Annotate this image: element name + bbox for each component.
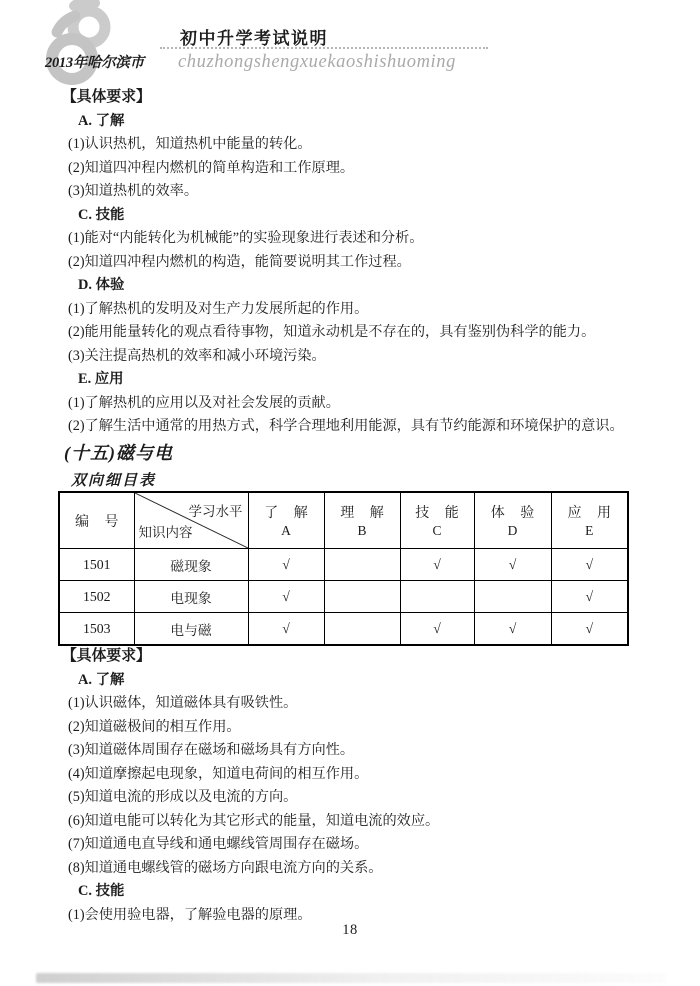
requirement-item: (7)知道通电直导线和通电螺线管周围存在磁场。 [68,836,369,852]
check-cell [400,581,474,613]
corner-label-knowledge-content: 知识内容 [138,525,193,540]
level-name: 应 用 [567,506,611,521]
requirements-block-1 [0,86,700,439]
check-cell [324,613,400,646]
requirement-item: (3)知道热机的效率。 [68,183,199,199]
specification-matrix-table [58,491,629,646]
requirement-item: (5)知道电流的形成以及电流的方向。 [68,789,298,805]
table-row [59,581,628,613]
requirements-block-2 [0,645,700,927]
requirement-item: (1)能对“内能转化为机械能”的实验现象进行表述和分析。 [68,230,424,246]
check-cell: √ [551,549,628,581]
booklet-title: 初中升学考试说明 [180,29,328,48]
level-code: C [432,523,442,538]
level-name: 了 解 [264,506,308,521]
matrix-table-label: 双向细目表 [71,473,157,489]
check-cell: √ [474,613,551,646]
booklet-title-pinyin: chuzhongshengxuekaoshishuoming [178,52,456,72]
level-name: 体 验 [490,506,535,521]
check-cell: √ [400,549,474,581]
requirement-item: (1)认识热机，知道热机中能量的转化。 [68,136,312,152]
level-code: E [585,523,594,538]
edition-year-city: 2013年哈尔滨市 [45,55,144,71]
check-cell [474,581,551,613]
check-cell: √ [474,549,551,581]
requirement-item: (3)知道磁体周围存在磁场和磁场具有方向性。 [68,742,355,758]
col-header-id-label: 编 号 [75,514,119,530]
requirement-item: (3)关注提高热机的效率和减小环境污染。 [68,347,326,364]
row-topic: 电现象 [134,581,248,613]
col-header-level-a [248,492,324,549]
col-header-level-d [474,492,551,549]
requirement-item: (2)知道四冲程内燃机的简单构造和工作原理。 [68,159,355,176]
requirement-item: (8)知道通电螺线管的磁场方向跟电流方向的关系。 [68,859,383,876]
level-subhead: A. 了解 [78,671,125,688]
level-subhead: A. 了解 [78,112,125,129]
check-cell [324,581,400,613]
level-subhead: C. 技能 [78,206,125,223]
level-code: B [357,523,367,538]
page-header [0,0,700,96]
level-name: 理 解 [340,506,384,521]
check-cell: √ [551,613,628,646]
col-header-level-c [400,492,474,549]
col-header-level-e [551,492,628,549]
row-id: 1502 [59,581,134,613]
requirement-item: (2)能用能量转化的观点看待事物，知道永动机是不存在的，具有鉴别伪科学的能力。 [68,324,596,340]
row-topic: 电与磁 [134,613,248,646]
requirement-item: (2)知道四冲程内燃机的构造，能简要说明其工作过程。 [68,253,411,270]
table-row [59,549,628,581]
level-code: D [507,523,518,538]
table-header-row [59,492,628,549]
corner-diagonal-cell [134,492,248,549]
level-code: A [281,523,291,538]
level-subhead: D. 体验 [78,277,125,293]
level-name: 技 能 [415,506,459,521]
header-dotted-divider [160,47,488,49]
corner-label-learning-level: 学习水平 [188,504,243,519]
requirement-item: (2)知道磁极间的相互作用。 [68,718,241,735]
requirement-item: (1)了解热机的发明及对生产力发展所起的作用。 [68,300,369,317]
requirement-item: (1)认识磁体，知道磁体具有吸铁性。 [68,695,298,711]
check-cell: √ [248,581,324,613]
requirement-item: (1)会使用验电器，了解验电器的原理。 [68,906,312,923]
col-header-id [59,492,134,549]
check-cell: √ [248,549,324,581]
table-row [59,613,628,646]
check-cell [324,549,400,581]
level-subhead: E. 应用 [78,371,124,387]
requirements-heading: 【具体要求】 [62,89,151,105]
row-id: 1501 [59,549,134,581]
requirement-item: (2)了解生活中通常的用热方式，科学合理地利用能源，具有节约能源和环境保护的意识。 [68,418,624,434]
requirement-item: (6)知道电能可以转化为其它形式的能量，知道电流的效应。 [68,812,440,829]
requirements-heading: 【具体要求】 [62,648,151,664]
check-cell: √ [551,581,628,613]
check-cell: √ [248,613,324,646]
row-topic: 磁现象 [134,549,248,581]
requirement-item: (4)知道摩擦起电现象，知道电荷间的相互作用。 [68,765,369,782]
requirement-item: (1)了解热机的应用以及对社会发展的贡献。 [68,394,340,411]
col-header-level-b [324,492,400,549]
chapter-title: (十五)磁与电 [64,443,173,463]
page-bottom-shadow [36,973,666,983]
check-cell: √ [400,613,474,646]
row-id: 1503 [59,613,134,646]
page-number: 18 [342,922,358,938]
level-subhead: C. 技能 [78,883,125,899]
